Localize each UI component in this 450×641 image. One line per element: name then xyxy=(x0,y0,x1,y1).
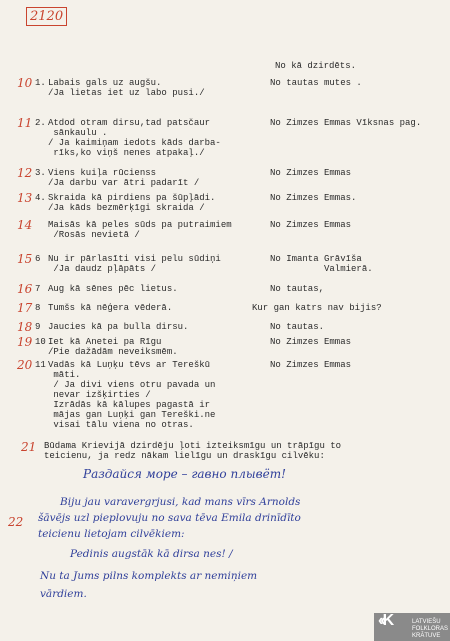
marginal-number-22: 22 xyxy=(8,515,24,529)
handwritten-line: vārdiem. xyxy=(40,588,87,600)
entry-source: Kur gan katrs nav bijis? xyxy=(252,303,382,313)
russian-saying: Раздайся море – гавно плывёт! xyxy=(83,467,286,481)
archive-stamp: 2120 xyxy=(26,7,67,26)
marginal-number: 12 xyxy=(17,166,33,180)
entry-number: 11 xyxy=(35,360,46,370)
entry-text: Iet kā Anetei pa Rīgu /Pie dažādām neveiksmēm. xyxy=(48,337,178,357)
entry-text: Atdod otram dirsu,tad patsčaur sānkaulu . / Ja kaimiņam iedots kāds darba- rīks,ko viņš nenes atpakaļ./ xyxy=(48,118,221,158)
entry-number: 6 xyxy=(35,254,41,264)
entry-number: 4. xyxy=(35,193,46,203)
marginal-number-21: 21 xyxy=(21,440,37,454)
marginal-number: 14 xyxy=(17,218,33,232)
entry-number: 9 xyxy=(35,322,41,332)
entry-text: Maisās kā peles sūds pa putraimiem /Rosās nevietā / xyxy=(48,220,232,240)
logo-mark: ‹‹K xyxy=(378,612,392,629)
marginal-number: 20 xyxy=(17,358,33,372)
marginal-number: 17 xyxy=(17,301,33,315)
entry-source: No Zimzes Emmas xyxy=(270,337,352,347)
handwritten-line: šāvējs uzl pieplovuju no sava tēva Emila drinīdīto xyxy=(38,512,301,524)
entry-number: 2. xyxy=(35,118,46,128)
entry-text: Jaucies kā pa bulla dirsu. xyxy=(48,322,189,332)
entry-source: No Zimzes Emmas xyxy=(270,168,352,178)
marginal-number: 19 xyxy=(17,335,33,349)
entry-number: 10 xyxy=(35,337,46,347)
entry-text: Viens kuiļa rūcienss /Ja darbu var ātri padarīt / xyxy=(48,168,200,188)
entry-text: Skraida kā pirdiens pa šūpļādi. /Ja kāds bezmērķīgi skraida / xyxy=(48,193,216,213)
marginal-number: 13 xyxy=(17,191,33,205)
handwritten-line: Pedinis augstāk kā dirsa nes! / xyxy=(70,548,233,560)
marginal-number: 11 xyxy=(17,116,33,130)
handwritten-line: Nu ta Jums pilns komplekts ar nemiņiem xyxy=(40,570,258,582)
entry-text: Vadās kā Luņķu tēvs ar Tereškū māti. / Ja divi viens otru pavada un nevar izšķirties / Izrādās kā kālupes pagastā ir mājas gan Luņķi gan Tereški.ne visai tālu viena no otras. xyxy=(48,360,216,430)
entry-source: No Zimzes Emmas xyxy=(270,220,352,230)
archive-logo xyxy=(374,613,450,641)
entry-number: 1. xyxy=(35,78,46,88)
entry-text: Tumšs kā nēģera vēderā. xyxy=(48,303,173,313)
entry-source: No Zimzes Emmas xyxy=(270,360,352,370)
entry-number: 3. xyxy=(35,168,46,178)
entry-source: No Zimzes Emmas Vīksnas pag. xyxy=(270,118,422,128)
logo-line: LATVIEŠU xyxy=(412,619,441,625)
marginal-number: 15 xyxy=(17,252,33,266)
entry-source: No Imanta Grāvīša Valmierā. xyxy=(270,254,373,274)
logo-line: KRĀTUVE xyxy=(412,633,441,639)
entry-number: 7 xyxy=(35,284,41,294)
entry-source: No Zimzes Emmas. xyxy=(270,193,357,203)
entry-source: No tautas. xyxy=(270,322,325,332)
marginal-number: 18 xyxy=(17,320,33,334)
marginal-number: 16 xyxy=(17,282,33,296)
entry-source: No tautas mutes . xyxy=(270,78,362,88)
entry-text: Nu ir pārlasīti visi pelu sūdiņi /Ja daudz pļāpāts / xyxy=(48,254,221,274)
logo-line: FOLKLORAS xyxy=(412,626,449,632)
marginal-number: 10 xyxy=(17,76,33,90)
handwritten-line: teicienu lietojam cilvēkiem: xyxy=(38,528,185,540)
entry-21-text: Būdama Krievijā dzirdēju ļoti izteiksmīgu un trāpīgu to teicienu, ja redz nākam lielīgu un draskīgu cilvēku: xyxy=(44,441,342,461)
handwritten-line: Biju jau varavergrjusi, kad mans vīrs Arnolds xyxy=(60,496,301,508)
header-source: No kā dzirdēts. xyxy=(275,61,357,71)
entry-source: No tautas, xyxy=(270,284,325,294)
entry-number: 8 xyxy=(35,303,41,313)
entry-text: Aug kā sēnes pēc lietus. xyxy=(48,284,178,294)
entry-text: Labais gals uz augšu. /Ja lietas iet uz labo pusi./ xyxy=(48,78,205,98)
